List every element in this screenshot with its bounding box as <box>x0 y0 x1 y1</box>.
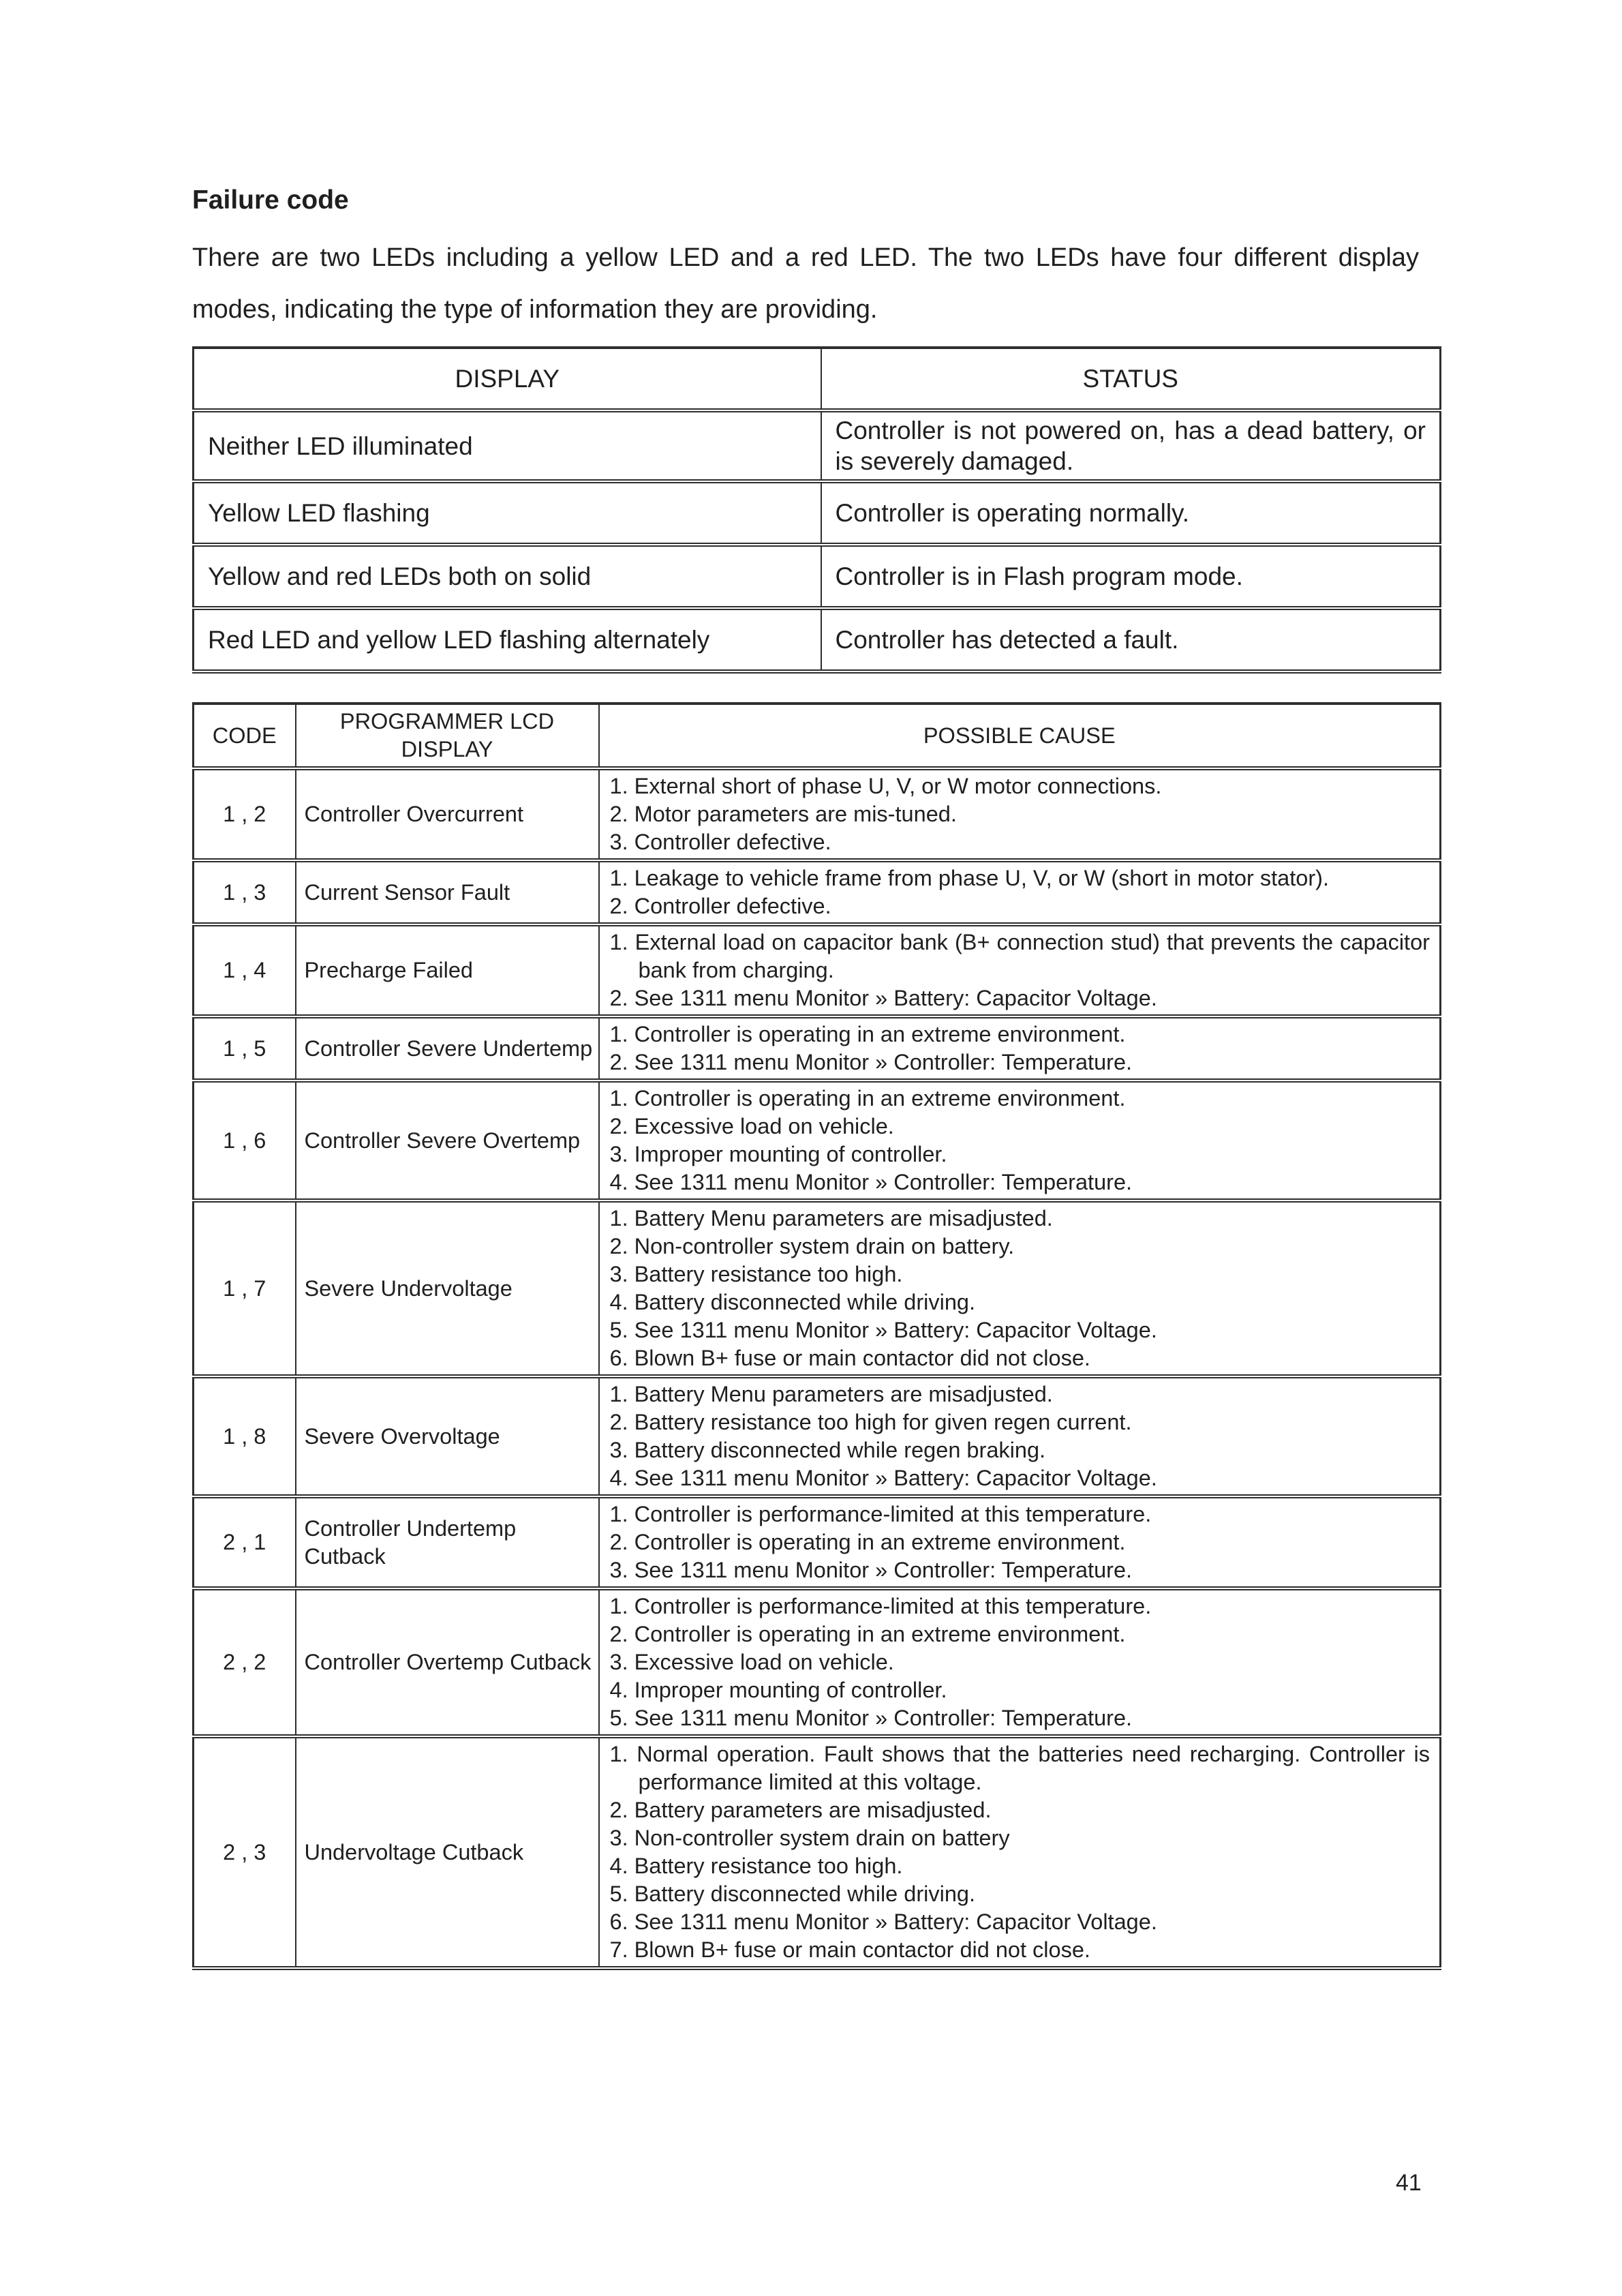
led-table-body <box>194 410 1441 671</box>
fault-table-row <box>194 860 1441 924</box>
led-display-cell: Yellow and red LEDs both on solid <box>194 545 821 608</box>
fault-code-cell: 1 , 7 <box>194 1200 296 1376</box>
cause-line: 6. See 1311 menu Monitor » Battery: Capacitor Voltage. <box>609 1909 1157 1934</box>
page-title: Failure code <box>192 185 349 215</box>
cause-line: 2. Battery parameters are misadjusted. <box>609 1798 992 1822</box>
cause-line: 2. Controller is operating in an extreme environment. <box>609 1622 1126 1646</box>
fault-table-header-row <box>194 704 1441 768</box>
fault-cause-cell <box>599 1376 1441 1496</box>
fault-display-cell: Severe Overvoltage <box>296 1376 599 1496</box>
fault-display-cell: Controller Severe Overtemp <box>296 1081 599 1200</box>
led-table-row <box>194 545 1441 608</box>
cause-line: 4. See 1311 menu Monitor » Controller: Temperature. <box>609 1170 1133 1194</box>
fault-code-table <box>192 702 1441 1970</box>
cause-line: 5. Battery disconnected while driving. <box>609 1882 976 1906</box>
fault-code-cell: 2 , 2 <box>194 1588 296 1736</box>
cause-line: 1. External load on capacitor bank (B+ connection stud) that prevents the capacitor bank from charging. <box>609 930 1430 982</box>
fault-display-cell: Controller Undertemp Cutback <box>296 1496 599 1588</box>
cause-line: 1. Normal operation. Fault shows that the batteries need recharging. Controller is performance limited at this voltage. <box>609 1742 1430 1794</box>
led-table-row <box>194 608 1441 671</box>
fault-cause-cell <box>599 1200 1441 1376</box>
fault-cause-cell <box>599 1016 1441 1081</box>
fault-table-row <box>194 1200 1441 1376</box>
fault-table-header-display: PROGRAMMER LCD DISPLAY <box>296 704 599 768</box>
fault-code-cell: 1 , 5 <box>194 1016 296 1081</box>
cause-line: 2. Excessive load on vehicle. <box>609 1114 894 1138</box>
fault-code-cell: 1 , 3 <box>194 860 296 924</box>
cause-line: 2. Controller defective. <box>609 894 831 918</box>
fault-display-cell: Current Sensor Fault <box>296 860 599 924</box>
led-table-row <box>194 410 1441 481</box>
fault-table-row <box>194 1376 1441 1496</box>
cause-line: 4. Improper mounting of controller. <box>609 1678 947 1702</box>
cause-line: 7. Blown B+ fuse or main contactor did not close. <box>609 1937 1090 1962</box>
fault-table-header-cause: POSSIBLE CAUSE <box>599 704 1441 768</box>
led-table-header-display: DISPLAY <box>194 348 821 410</box>
page-number: 41 <box>1396 2170 1422 2196</box>
fault-display-cell: Controller Overcurrent <box>296 768 599 860</box>
led-display-cell: Red LED and yellow LED flashing alternately <box>194 608 821 671</box>
fault-cause-cell <box>599 1081 1441 1200</box>
fault-cause-cell <box>599 768 1441 860</box>
cause-line: 1. Controller is performance-limited at this temperature. <box>609 1594 1152 1618</box>
cause-line: 2. Motor parameters are mis-tuned. <box>609 802 957 826</box>
fault-code-cell: 1 , 8 <box>194 1376 296 1496</box>
fault-table-row <box>194 1081 1441 1200</box>
led-table-row <box>194 481 1441 545</box>
cause-line: 2. Controller is operating in an extreme environment. <box>609 1530 1126 1554</box>
cause-line: 2. See 1311 menu Monitor » Controller: Temperature. <box>609 1050 1133 1074</box>
fault-display-cell: Precharge Failed <box>296 924 599 1016</box>
cause-line: 1. Battery Menu parameters are misadjusted. <box>609 1382 1053 1406</box>
fault-table-row <box>194 1736 1441 1968</box>
fault-cause-cell <box>599 924 1441 1016</box>
fault-display-cell: Severe Undervoltage <box>296 1200 599 1376</box>
cause-line: 3. Non-controller system drain on battery <box>609 1826 1010 1850</box>
fault-table-row <box>194 1496 1441 1588</box>
cause-line: 2. See 1311 menu Monitor » Battery: Capacitor Voltage. <box>609 986 1157 1010</box>
led-display-cell: Neither LED illuminated <box>194 410 821 481</box>
led-status-table <box>192 346 1441 674</box>
fault-cause-cell <box>599 1736 1441 1968</box>
cause-line: 3. See 1311 menu Monitor » Controller: Temperature. <box>609 1558 1133 1582</box>
led-status-cell: Controller is not powered on, has a dead battery, or is severely damaged. <box>821 410 1441 481</box>
fault-table-header-code: CODE <box>194 704 296 768</box>
fault-code-cell: 2 , 3 <box>194 1736 296 1968</box>
cause-line: 4. See 1311 menu Monitor » Battery: Capacitor Voltage. <box>609 1466 1157 1490</box>
cause-line: 3. Improper mounting of controller. <box>609 1142 947 1166</box>
fault-code-cell: 2 , 1 <box>194 1496 296 1588</box>
fault-table-body <box>194 768 1441 1968</box>
fault-cause-cell <box>599 860 1441 924</box>
cause-line: 3. Battery resistance too high. <box>609 1262 903 1286</box>
led-status-cell: Controller has detected a fault. <box>821 608 1441 671</box>
cause-line: 3. Excessive load on vehicle. <box>609 1650 894 1674</box>
fault-table-row <box>194 924 1441 1016</box>
fault-table-row <box>194 1588 1441 1736</box>
led-table-header-row <box>194 348 1441 410</box>
cause-line: 1. Controller is operating in an extreme environment. <box>609 1086 1126 1111</box>
fault-display-cell: Controller Severe Undertemp <box>296 1016 599 1081</box>
cause-line: 4. Battery disconnected while driving. <box>609 1290 976 1314</box>
fault-code-cell: 1 , 2 <box>194 768 296 860</box>
cause-line: 1. Controller is performance-limited at this temperature. <box>609 1502 1152 1526</box>
fault-table-row <box>194 1016 1441 1081</box>
cause-line: 1. Controller is operating in an extreme environment. <box>609 1022 1126 1046</box>
fault-code-cell: 1 , 6 <box>194 1081 296 1200</box>
intro-paragraph: There are two LEDs including a yellow LED and a red LED. The two LEDs have four different display modes, indicating the type of information they are providing. <box>192 243 1419 324</box>
cause-line: 2. Non-controller system drain on battery. <box>609 1234 1015 1258</box>
cause-line: 3. Battery disconnected while regen braking. <box>609 1438 1046 1462</box>
cause-line: 6. Blown B+ fuse or main contactor did not close. <box>609 1346 1090 1370</box>
led-table-header-status: STATUS <box>821 348 1441 410</box>
cause-line: 4. Battery resistance too high. <box>609 1854 903 1878</box>
cause-line: 1. Battery Menu parameters are misadjusted. <box>609 1206 1053 1230</box>
fault-code-cell: 1 , 4 <box>194 924 296 1016</box>
led-status-cell: Controller is in Flash program mode. <box>821 545 1441 608</box>
led-display-cell: Yellow LED flashing <box>194 481 821 545</box>
led-status-cell: Controller is operating normally. <box>821 481 1441 545</box>
cause-line: 2. Battery resistance too high for given regen current. <box>609 1410 1132 1434</box>
fault-cause-cell <box>599 1588 1441 1736</box>
cause-line: 3. Controller defective. <box>609 830 831 854</box>
cause-line: 1. Leakage to vehicle frame from phase U, V, or W (short in motor stator). <box>609 866 1329 890</box>
cause-line: 5. See 1311 menu Monitor » Battery: Capacitor Voltage. <box>609 1318 1157 1342</box>
fault-display-cell: Undervoltage Cutback <box>296 1736 599 1968</box>
cause-line: 1. External short of phase U, V, or W motor connections. <box>609 774 1162 798</box>
cause-line: 5. See 1311 menu Monitor » Controller: Temperature. <box>609 1706 1133 1730</box>
fault-table-row <box>194 768 1441 860</box>
fault-display-cell: Controller Overtemp Cutback <box>296 1588 599 1736</box>
fault-cause-cell <box>599 1496 1441 1588</box>
